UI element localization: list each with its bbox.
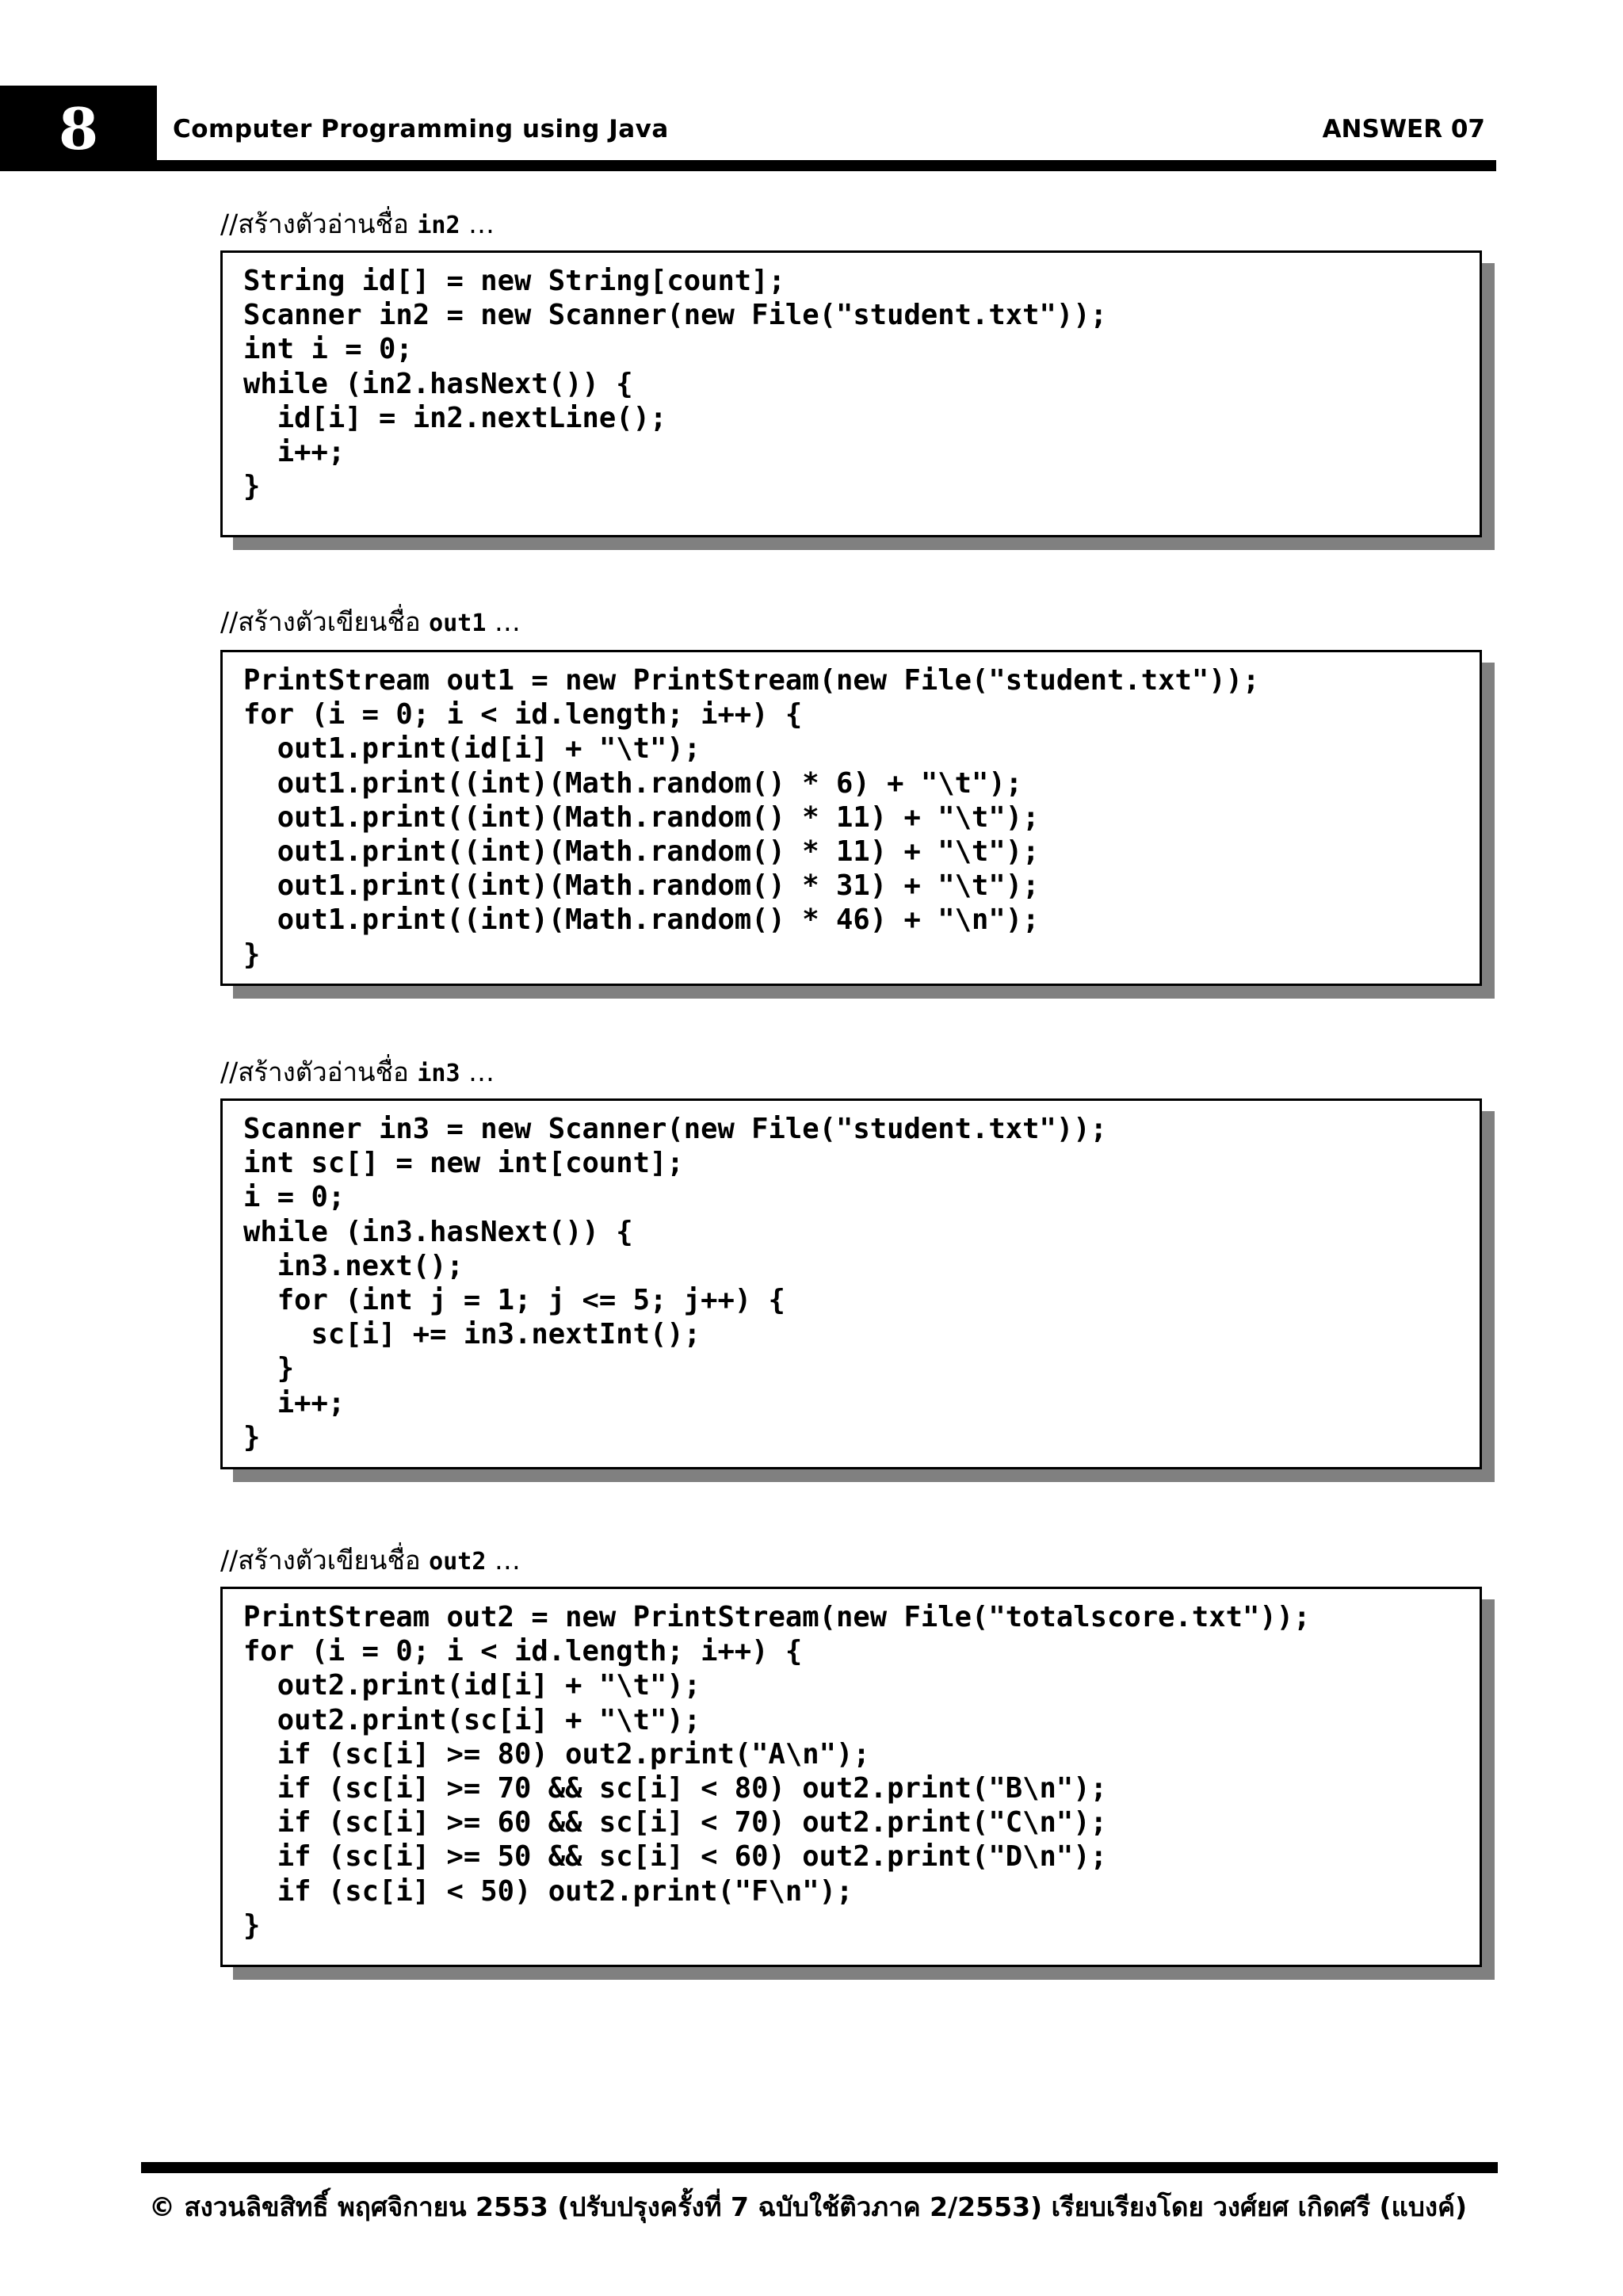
code-text: Scanner in3 = new Scanner(new File("student.txt")); int sc[] = new int[count]; i = 0; while (in3.hasNext()) { in3.next(); for (int j = 1; j <= 5; j++) { sc[i] += in3.nextInt(); } i++; } (243, 1113, 1108, 1454)
comment-text: //สร้างตัวเขียนชื่อ (220, 606, 430, 637)
footer-copyright: © สงวนลิขสิทธิ์ พฤศจิกายน 2553 (ปรับปรุงครั้งที่ 7 ฉบับใช้ติวภาค 2/2553) เรียบเรียงโดย วงศ์ยศ เกิดศรี (แบงค์) (149, 2191, 1468, 2222)
code-text: PrintStream out1 = new PrintStream(new File("student.txt")); for (i = 0; i < id.length; i++) { out1.print(id[i] + "\t"); out1.print((int)(Math.random() * 6) + "\t"); out1.print((int)(Math.random() * 11) + "\t"); out1.print((int)(Math.random() * 11) + "\t"); out1.print((int)(Math.random() * 31) + "\t"); out1.print((int)(Math.random() * 46) + "\n"); } (243, 664, 1260, 971)
comment-ellipsis: … (460, 1056, 495, 1087)
comment-var: out2 (429, 1548, 487, 1576)
header-title: Computer Programming using Java (173, 115, 669, 143)
comment-var: in3 (417, 1060, 460, 1087)
section-comment-out1 (220, 601, 521, 643)
code-block-in2 (220, 250, 1482, 537)
code-text: String id[] = new String[count]; Scanner in2 = new Scanner(new File("student.txt")); int i = 0; while (in2.hasNext()) { id[i] = in2.nextLine(); i++; } (243, 265, 1108, 503)
header-section-label: ANSWER 07 (1322, 115, 1485, 143)
code-block-out1 (220, 650, 1482, 986)
comment-ellipsis: … (486, 606, 521, 637)
code-block-out2 (220, 1587, 1482, 1967)
footer-rule (141, 2162, 1498, 2173)
code-block-in3 (220, 1098, 1482, 1469)
section-comment-in3 (220, 1051, 495, 1093)
comment-text: //สร้างตัวอ่านชื่อ (220, 1056, 418, 1087)
section-comment-out2 (220, 1539, 521, 1581)
section-comment-in2 (220, 203, 495, 245)
comment-var: out1 (429, 609, 487, 637)
page-number: 8 (0, 86, 157, 171)
comment-text: //สร้างตัวอ่านชื่อ (220, 208, 418, 239)
comment-ellipsis: … (460, 208, 495, 239)
code-text: PrintStream out2 = new PrintStream(new File("totalscore.txt")); for (i = 0; i < id.length; i++) { out2.print(id[i] + "\t"); out2.print(sc[i] + "\t"); if (sc[i] >= 80) out2.print("A\n"); if (sc[i] >= 70 && sc[i] < 80) out2.print("B\n"); if (sc[i] >= 60 && sc[i] < 70) out2.print("C\n"); if (sc[i] >= 50 && sc[i] < 60) out2.print("D\n"); if (sc[i] < 50) out2.print("F\n"); } (243, 1601, 1311, 1942)
comment-ellipsis: … (486, 1545, 521, 1576)
comment-var: in2 (417, 212, 460, 239)
comment-text: //สร้างตัวเขียนชื่อ (220, 1545, 430, 1576)
header-rule (157, 160, 1496, 171)
